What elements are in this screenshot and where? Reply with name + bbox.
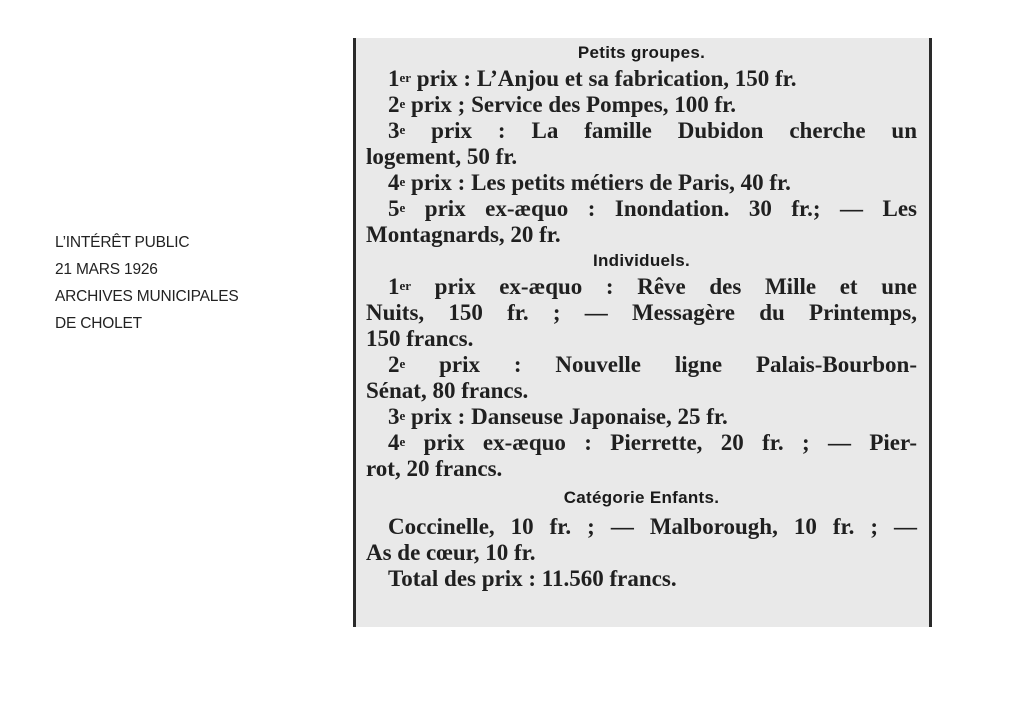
clipping-line: Sénat, 80 francs.: [366, 378, 529, 403]
clipping-line: 4e prix ex-æquo : Pierrette, 20 fr. ; — Pier-: [388, 430, 917, 455]
source-caption: [55, 229, 238, 337]
section-heading-petits-groupes: Petits groupes.: [577, 43, 706, 62]
clipping-line: 4e prix : Les petits métiers de Paris, 40 fr.: [388, 170, 791, 195]
caption-newspaper: L’INTÉRÊT PUBLIC: [55, 234, 190, 251]
clipping-line: 2e prix ; Service des Pompes, 100 fr.: [388, 92, 736, 117]
clipping-line: 150 francs.: [366, 326, 474, 351]
clipping-line: Montagnards, 20 fr.: [366, 222, 561, 247]
clipping-line: rot, 20 francs.: [366, 456, 503, 481]
caption-city: DE CHOLET: [55, 315, 142, 332]
clipping-line: logement, 50 fr.: [366, 144, 518, 169]
clipping-line: As de cœur, 10 fr.: [366, 540, 536, 565]
clipping-line: Coccinelle, 10 fr. ; — Malborough, 10 fr. ; —: [388, 514, 917, 539]
clipping-line: 1er prix ex-æquo : Rêve des Mille et une: [388, 274, 917, 299]
clipping-line: 2e prix : Nouvelle ligne Palais-Bourbon-: [388, 352, 917, 377]
clipping-total-line: Total des prix : 11.560 francs.: [388, 566, 677, 591]
clipping-line: Nuits, 150 fr. ; — Messagère du Printemps,: [366, 300, 917, 325]
section-heading-individuels: Individuels.: [592, 251, 691, 270]
section-heading-categorie-enfants: Catégorie Enfants.: [563, 488, 720, 507]
newspaper-clipping: [353, 38, 932, 627]
caption-archive: ARCHIVES MUNICIPALES: [55, 288, 239, 305]
clipping-line: 1er prix : L’Anjou et sa fabrication, 150 fr.: [388, 66, 797, 91]
clipping-line: 5e prix ex-æquo : Inondation. 30 fr.; — Les: [388, 196, 917, 221]
clipping-line: 3e prix : Danseuse Japonaise, 25 fr.: [388, 404, 728, 429]
caption-date: 21 MARS 1926: [55, 261, 158, 278]
clipping-line: 3e prix : La famille Dubidon cherche un: [388, 118, 917, 143]
